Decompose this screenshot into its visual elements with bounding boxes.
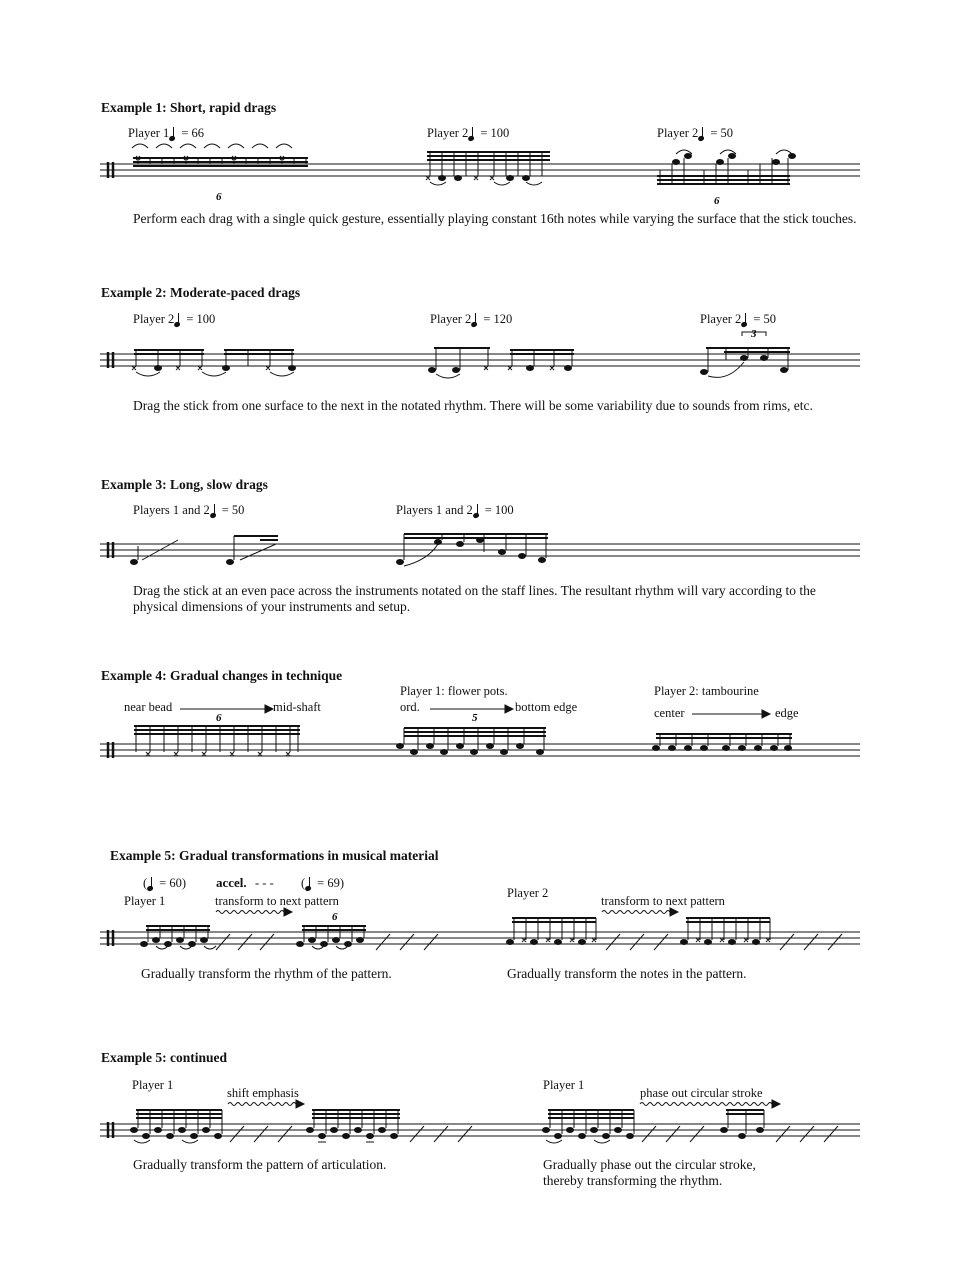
wavy-arrow-icon bbox=[228, 1100, 780, 1108]
notes-group-4c bbox=[652, 734, 792, 751]
notes-group-5b bbox=[506, 918, 842, 950]
example-2-staff bbox=[100, 330, 860, 390]
player-label: Players 1 and 2 bbox=[396, 503, 473, 517]
quarter-note-icon bbox=[178, 313, 183, 324]
quarter-note-icon bbox=[477, 504, 482, 515]
annotation-edge: edge bbox=[775, 706, 799, 720]
example-5-staff bbox=[100, 900, 860, 960]
transform-label: transform to next pattern bbox=[215, 894, 339, 908]
quarter-note-icon bbox=[309, 877, 314, 888]
player-label: Player 2 bbox=[657, 126, 699, 140]
quarter-note-icon bbox=[151, 877, 156, 888]
tuplet-6: 6 bbox=[332, 911, 338, 923]
player-label: Player 1 bbox=[132, 1078, 174, 1092]
example-1-description: Perform each drag with a single quick gesture, essentially playing constant 16th notes while varying the surface that the stick touches. bbox=[133, 211, 857, 226]
example-5-continued-description-b-line-1: Gradually phase out the circular stroke, bbox=[543, 1157, 756, 1172]
tempo-value: = 69) bbox=[317, 876, 345, 890]
example-3-heading: Example 3: Long, slow drags bbox=[101, 477, 268, 492]
tuplet-3: 3 bbox=[751, 328, 757, 340]
notes-group-6a bbox=[130, 1110, 472, 1143]
quarter-note-icon bbox=[173, 127, 178, 138]
example-4-heading: Example 4: Gradual changes in technique bbox=[101, 668, 343, 683]
example-2-description: Drag the stick from one surface to the next in the notated rhythm. There will be some variability due to sounds from rims, etc. bbox=[133, 398, 813, 413]
tuplet-6: 6 bbox=[216, 191, 222, 203]
quarter-note-icon bbox=[472, 127, 477, 138]
annotation-bottom-edge: bottom edge bbox=[515, 700, 578, 714]
notes-group-2b bbox=[428, 348, 574, 378]
quarter-note-icon bbox=[745, 313, 750, 324]
tuplet-6: 6 bbox=[216, 712, 222, 724]
notes-group-6b bbox=[542, 1110, 838, 1143]
example-3-description-line-2: physical dimensions of your instruments and setup. bbox=[133, 599, 411, 614]
accel-marking: accel. bbox=[216, 875, 247, 890]
notes-group-1a bbox=[132, 144, 308, 166]
annotation-ord: ord. bbox=[400, 700, 420, 714]
notes-group-1c bbox=[657, 150, 796, 184]
example-3-label-b bbox=[396, 503, 514, 518]
example-2-label-c bbox=[700, 312, 776, 327]
transform-label: transform to next pattern bbox=[601, 894, 725, 908]
quarter-note-icon bbox=[475, 313, 480, 324]
accel-dashes: ‑ ‑ ‑ bbox=[255, 876, 274, 890]
player-label: Player 1 bbox=[124, 894, 166, 908]
example-3-staff bbox=[100, 520, 860, 580]
annotation-mid-shaft: mid-shaft bbox=[273, 700, 321, 714]
example-2-label-b bbox=[430, 312, 512, 327]
tempo-marking: = 100 bbox=[484, 503, 514, 517]
tempo-marking-b: ( = 69) bbox=[301, 876, 345, 890]
example-5-description-a: Gradually transform the rhythm of the pattern. bbox=[141, 966, 392, 981]
player-label: Player 2 bbox=[133, 312, 175, 326]
example-1-heading: Example 1: Short, rapid drags bbox=[101, 100, 277, 115]
player-label: Players 1 and 2 bbox=[133, 503, 210, 517]
tempo-marking: = 100 bbox=[186, 312, 216, 326]
tempo-marking: = 100 bbox=[480, 126, 510, 140]
player-label: Player 1 bbox=[128, 126, 170, 140]
notes-group-4b bbox=[396, 728, 546, 755]
example-5-continued-staff bbox=[100, 1090, 860, 1150]
annotation-center: center bbox=[654, 706, 685, 720]
player-label: Player 2 bbox=[430, 312, 472, 326]
player-label: Player 2 bbox=[427, 126, 469, 140]
player-label: Player 2 bbox=[507, 886, 549, 900]
example-5-description-b: Gradually transform the notes in the pattern. bbox=[507, 966, 747, 981]
tempo-marking-a: ( = 60) bbox=[143, 876, 187, 890]
example-5-continued-description-b-line-2: thereby transforming the rhythm. bbox=[543, 1173, 723, 1188]
quarter-note-icon bbox=[702, 127, 707, 138]
example-3-label-a bbox=[133, 503, 244, 518]
tempo-marking: = 50 bbox=[753, 312, 776, 326]
example-1-label-b bbox=[427, 126, 509, 141]
notes-group-1b bbox=[426, 152, 550, 185]
example-5-heading: Example 5: Gradual transformations in musical material bbox=[110, 848, 439, 863]
example-2-label-a bbox=[133, 312, 215, 327]
transform-label: phase out circular stroke bbox=[640, 1086, 763, 1100]
example-1-staff bbox=[100, 140, 860, 210]
example-3-description-line-1: Drag the stick at an even pace across the instruments notated on the staff lines. The resultant rhythm will vary according to the bbox=[133, 583, 816, 598]
player-label: Player 2 bbox=[700, 312, 742, 326]
tempo-marking: = 66 bbox=[181, 126, 204, 140]
example-5-continued-description-a: Gradually transform the pattern of articulation. bbox=[133, 1157, 387, 1172]
notes-group-2c bbox=[700, 332, 790, 377]
quarter-note-icon bbox=[214, 504, 219, 515]
example-1-label-c bbox=[657, 126, 733, 141]
tempo-value: = 60) bbox=[159, 876, 187, 890]
example-2-heading: Example 2: Moderate-paced drags bbox=[101, 285, 301, 300]
notes-group-4a bbox=[134, 726, 300, 756]
tuplet-6: 6 bbox=[714, 195, 720, 207]
tempo-marking: = 50 bbox=[710, 126, 733, 140]
wavy-arrow-icon bbox=[216, 908, 678, 916]
example-1-label-a bbox=[128, 126, 204, 141]
player-label: Player 1 bbox=[543, 1078, 585, 1092]
annotation-near-bead: near bead bbox=[124, 700, 173, 714]
player-label: Player 1: flower pots. bbox=[400, 684, 508, 698]
player-label: Player 2: tambourine bbox=[654, 684, 759, 698]
example-4-staff bbox=[100, 700, 860, 770]
example-5-continued-heading: Example 5: continued bbox=[101, 1050, 228, 1065]
tuplet-5: 5 bbox=[472, 712, 478, 724]
tempo-marking: = 50 bbox=[221, 503, 245, 517]
transform-label: shift emphasis bbox=[227, 1086, 299, 1100]
tempo-marking: = 120 bbox=[483, 312, 513, 326]
